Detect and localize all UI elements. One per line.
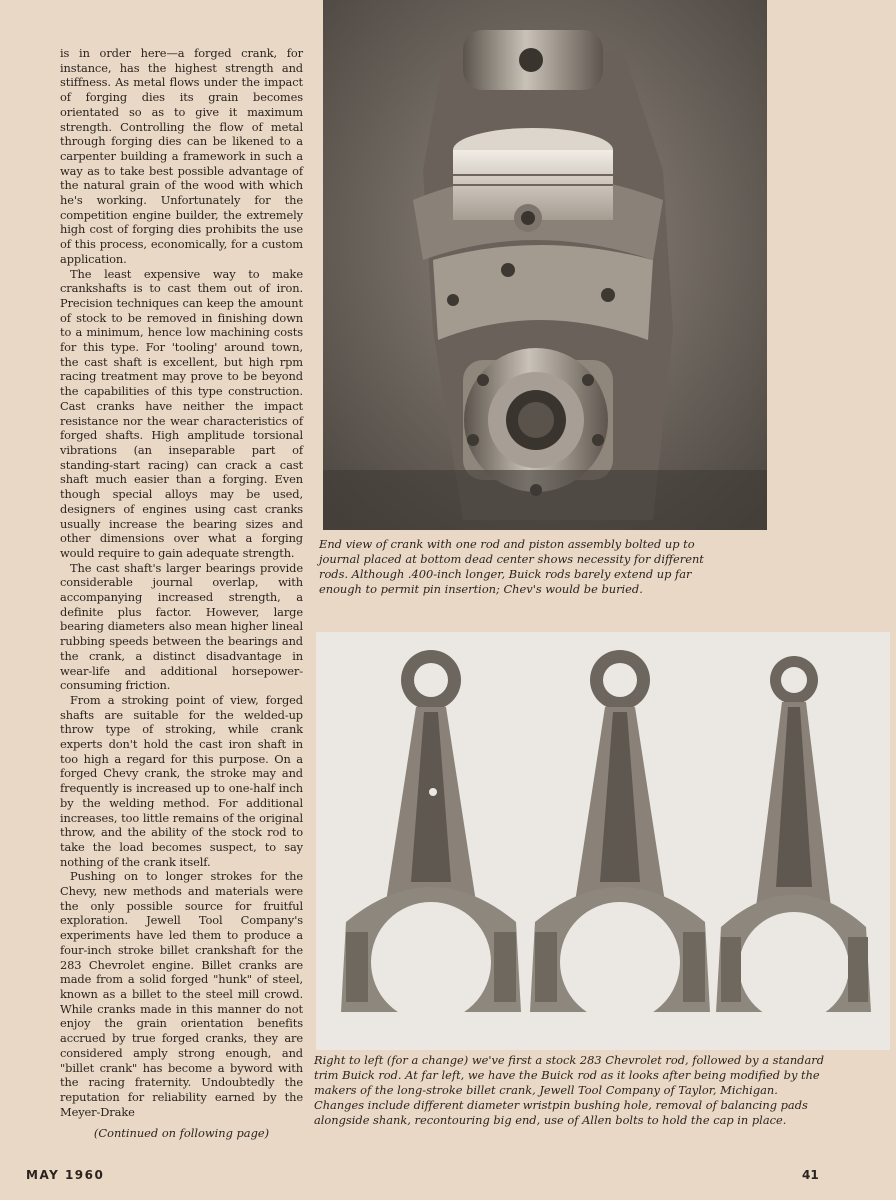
article-paragraph: The cast shaft's larger bearings provide considerable journal overlap, with accompanying increased strength, a definite plus factor. However, large bearing diameters also mean higher lineal rubbing speeds between the bearings and the crank, a distinct disadvantage in wear-life and additional horsepower-consuming friction. — [60, 560, 303, 693]
article-paragraph: is in order here—a forged crank, for instance, has the highest strength and stiffness. As metal flows under the impact of forging dies its grain becomes orientated so as to give it maximum strength. Controlling the flow of metal through forging dies can be likened to a carpenter building a framework in such a way as to take best possible advantage of the natural grain of the wood with which he's working. Unfortunately for the competition engine builder, the extremely high cost of forging dies prohibits the use of this process, economically, for a custom application. — [60, 46, 303, 266]
article-paragraph: The least expensive way to make crankshafts is to cast them out of iron. Precision techniques can keep the amount of stock to be removed in finishing down to a minimum, hence low machining costs for this type. For 'tooling' around town, the cast shaft is excellent, but high rpm racing treatment may prove to be beyond the capabilities of this type construction. Cast cranks have neither the impact resistance nor the wear characteristics of forged shafts. High amplitude torsional vibrations (an inseparable part of standing-start racing) can crack a cast shaft much easier than a forging. Even though special alloys may be used, designers of engines using cast cranks usually increase the bearing sizes and other dimensions over what a forging would require to gain adequate strength. — [60, 266, 303, 560]
crank-photo-caption: End view of crank with one rod and piston assembly bolted up to journal placed at bottom dead center shows necessity for different rods. Although .400-inch longer, Buick rods barely extend up far enough to permit pin insertion; Chev's would be buried. — [319, 537, 704, 596]
article-paragraph: From a stroking point of view, forged shafts are suitable for the welded-up throw type of stroking, while crank experts don't hold the cast iron shaft in too high a regard for this purpose. On a forged Chevy crank, the stroke may and frequently is increased up to one-half inch by the welding method. For additional increases, too little remains of the original throw, and the ability of the stock rod to take the load becomes suspect, to say nothing of the crank itself. — [60, 692, 303, 869]
page-number: 41 — [802, 1168, 819, 1182]
rods-photo-caption: Right to left (for a change) we've first a stock 283 Chevrolet rod, followed by a standard trim Buick rod. At far left, we have the Buick rod as it looks after being modified by the makers of the long-stroke billet crank, Jewell Tool Company of Taylor, Michigan. Changes include different diameter wristpin bushing hole, removal of balancing pads alongside shank, recontouring big end, use of Allen bolts to hold the cap in place. — [314, 1053, 824, 1127]
continued-note: (Continued on following page) — [93, 1126, 270, 1140]
crankshaft-illustration — [323, 0, 767, 530]
connecting-rods-photo — [316, 632, 890, 1050]
article-paragraph: Pushing on to longer strokes for the Chevy, new methods and materials were the only possible source for fruitful exploration. Jewell Tool Company's experiments have led them to produce a four-inch stroke billet crankshaft for the 283 Chevrolet engine. Billet cranks are made from a solid forged "hunk" of steel, known as a billet to the steel mill crowd. While cranks made in this manner do not enjoy the grain orientation benefits accrued by true forged cranks, they are considered amply strong enough, and "billet crank" has become a byword with the racing fraternity. Undoubtedly the reputation for reliability earned by the Meyer-Drake — [60, 869, 303, 1119]
connecting-rods-illustration — [316, 632, 890, 1050]
crankshaft-photo — [323, 0, 767, 530]
article-column — [60, 46, 303, 1119]
issue-date: MAY 1960 — [26, 1168, 105, 1182]
